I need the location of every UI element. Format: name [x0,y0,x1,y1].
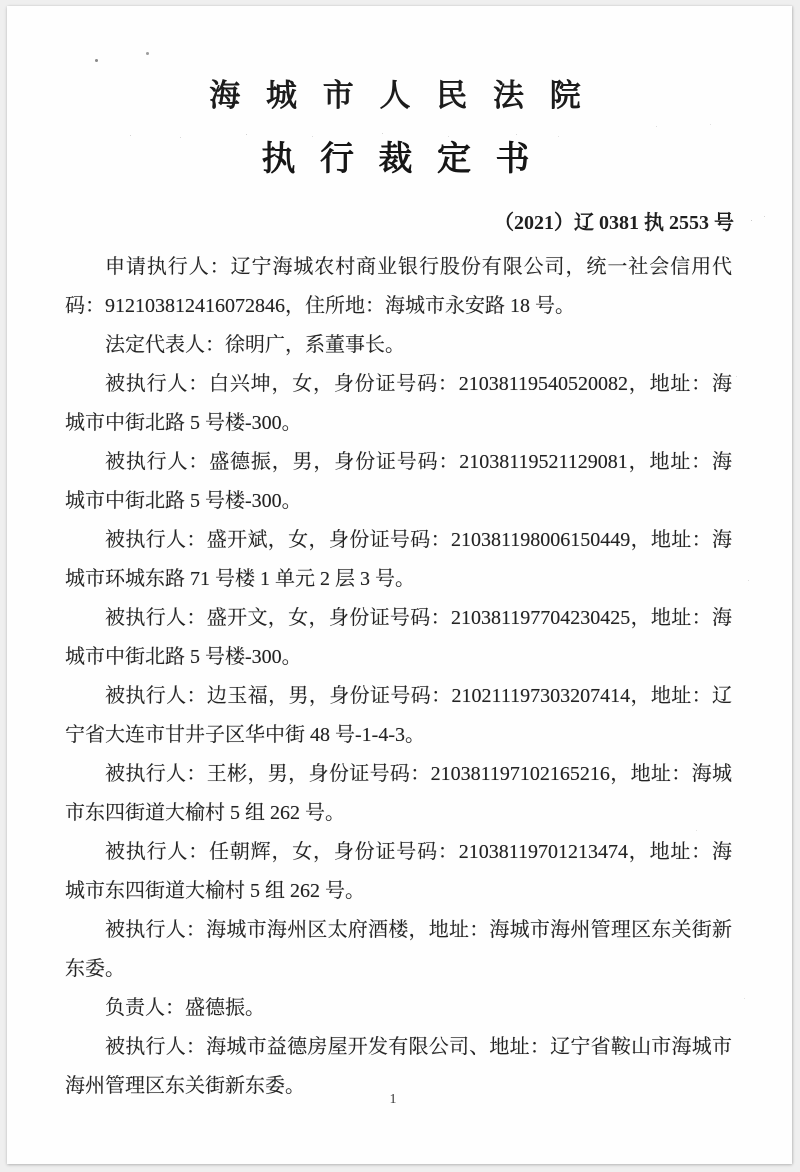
document-title-heading: 执 行 裁 定 书 [261,141,538,178]
respondent-paragraph: 被执行人：边玉福，男，身份证号码：210211197303207414，地址：辽宁省大连市甘井子区华中街 48 号-1-4-3。 [65,685,732,746]
respondent-paragraph: 被执行人：盛德振，男，身份证号码：21038119521129081，地址：海城市中街北路 5 号楼-300。 [65,451,732,512]
applicant-paragraph: 申请执行人：辽宁海城农村商业银行股份有限公司，统一社会信用代码：912103812416072846，住所地：海城市永安路 18 号。 [65,256,732,317]
page-number: 1 [389,1092,397,1107]
document-body [65,248,732,1106]
legal-representative-paragraph: 法定代表人：徐明广，系董事长。 [105,334,405,356]
person-in-charge-paragraph: 负责人：盛德振。 [105,997,265,1019]
scanned-document-page [7,6,792,1164]
respondent-paragraph: 被执行人：白兴坤，女，身份证号码：21038119540520082，地址：海城市中街北路 5 号楼-300。 [65,373,732,434]
case-number: （2021）辽 0381 执 2553 号 [494,212,734,234]
respondent-paragraph: 被执行人：海城市海州区太府酒楼，地址：海城市海州管理区东关街新东委。 [65,919,732,980]
respondent-paragraph: 被执行人：盛开斌，女，身份证号码：210381198006150449，地址：海城市环城东路 71 号楼 1 单元 2 层 3 号。 [65,529,732,590]
court-name-heading: 海 城 市 人 民 法 院 [209,78,590,113]
respondent-paragraph: 被执行人：海城市益德房屋开发有限公司、地址：辽宁省鞍山市海城市海州管理区东关街新东委。 [65,1036,732,1097]
scan-noise-speckles [95,59,98,62]
respondent-paragraph: 被执行人：任朝辉，女，身份证号码：21038119701213474，地址：海城市东四街道大榆村 5 组 262 号。 [65,841,732,902]
respondent-paragraph: 被执行人：盛开文，女，身份证号码：210381197704230425，地址：海城市中街北路 5 号楼-300。 [65,607,732,668]
respondent-paragraph: 被执行人：王彬，男，身份证号码：210381197102165216，地址：海城市东四街道大榆村 5 组 262 号。 [65,763,732,824]
